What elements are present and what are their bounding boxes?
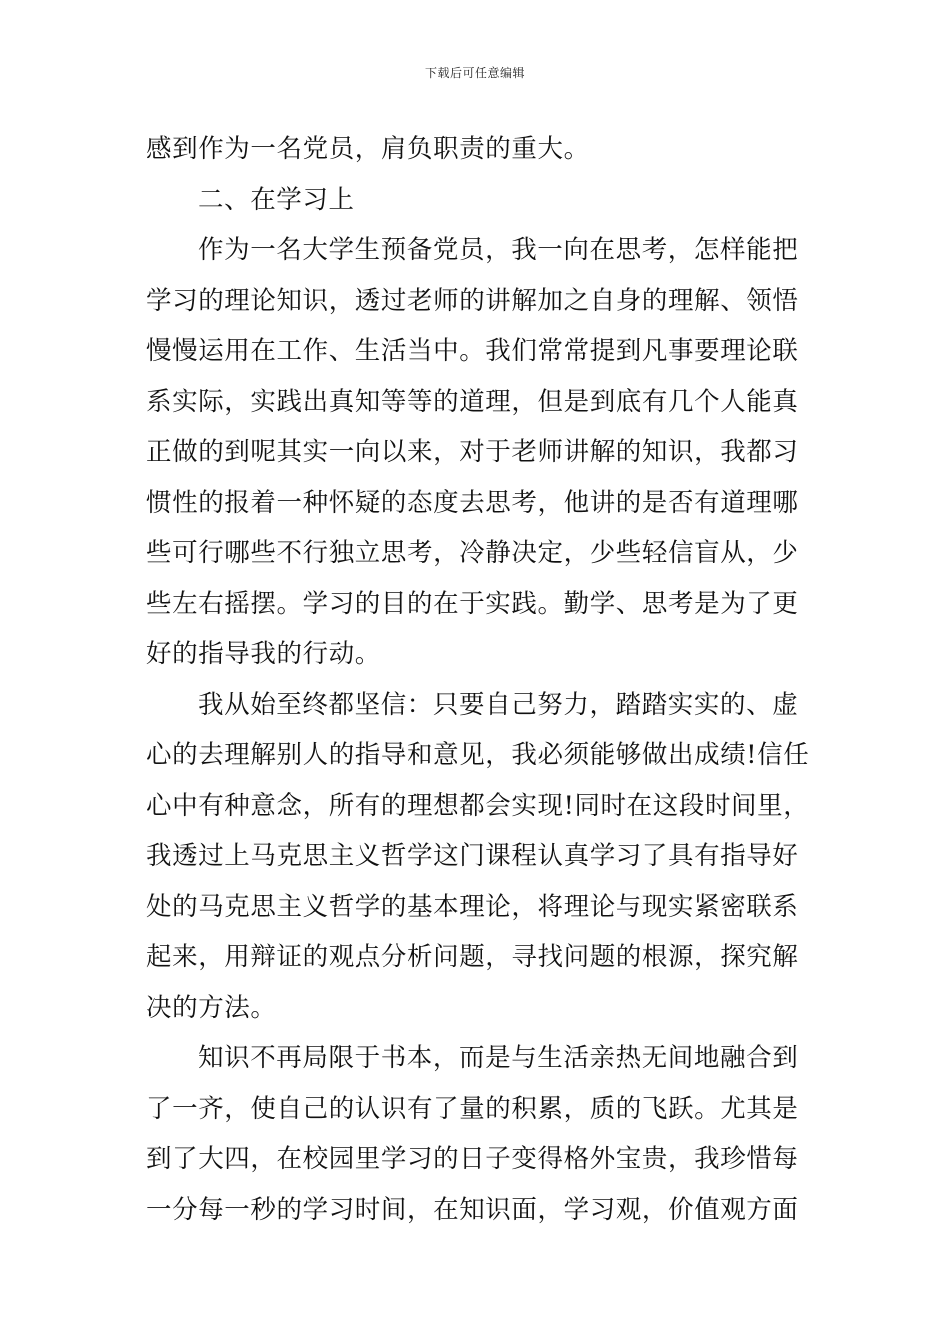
page-header-note: 下载后可任意编辑 bbox=[424, 66, 525, 80]
text-line: 到了大四，在校园里学习的日子变得格外宝贵，我珍惜每 bbox=[146, 1144, 799, 1174]
text-line: 处的马克思主义哲学的基本理论，将理论与现实紧密联系 bbox=[146, 891, 799, 922]
text-line: 些可行哪些不行独立思考，冷静决定，少些轻信盲从，少 bbox=[146, 538, 799, 568]
text-line: 慢慢运用在工作、生活当中。我们常常提到凡事要理论联 bbox=[146, 336, 799, 366]
text-line: 起来，用辩证的观点分析问题，寻找问题的根源，探究解 bbox=[146, 942, 799, 972]
text-line: 决的方法。 bbox=[146, 992, 277, 1023]
text-line: 系实际，实践出真知等等的道理，但是到底有几个人能真 bbox=[146, 386, 799, 417]
text-line: 心中有种意念，所有的理想都会实现!同时在这段时间里， bbox=[146, 790, 810, 821]
text-line: 些左右摇摆。学习的目的在于实践。勤学、思考是为了更 bbox=[146, 588, 799, 619]
text-line: 二、在学习上 bbox=[198, 184, 355, 215]
text-line: 心的去理解别人的指导和意见，我必须能够做出成绩!信任 bbox=[146, 740, 810, 770]
text-line: 好的指导我的行动。 bbox=[146, 639, 381, 669]
text-line: 知识不再局限于书本，而是与生活亲热无间地融合到 bbox=[198, 1043, 799, 1073]
text-line: 作为一名大学生预备党员，我一向在思考，怎样能把 bbox=[198, 235, 799, 265]
text-line: 我从始至终都坚信：只要自己努力，踏踏实实的、虚 bbox=[198, 689, 799, 720]
text-line: 惯性的报着一种怀疑的态度去思考，他讲的是否有道理哪 bbox=[146, 487, 799, 518]
text-line: 正做的到呢其实一向以来，对于老师讲解的知识，我都习 bbox=[146, 437, 799, 467]
text-line: 感到作为一名党员，肩负职责的重大。 bbox=[146, 134, 590, 164]
document-body bbox=[146, 124, 816, 1235]
text-line: 学习的理论知识，透过老师的讲解加之自身的理解、领悟 bbox=[146, 285, 799, 316]
text-line: 一分每一秒的学习时间，在知识面，学习观，价值观方面 bbox=[146, 1194, 799, 1225]
text-line: 我透过上马克思主义哲学这门课程认真学习了具有指导好 bbox=[146, 841, 799, 871]
text-line: 了一齐，使自己的认识有了量的积累，质的飞跃。尤其是 bbox=[146, 1093, 799, 1124]
